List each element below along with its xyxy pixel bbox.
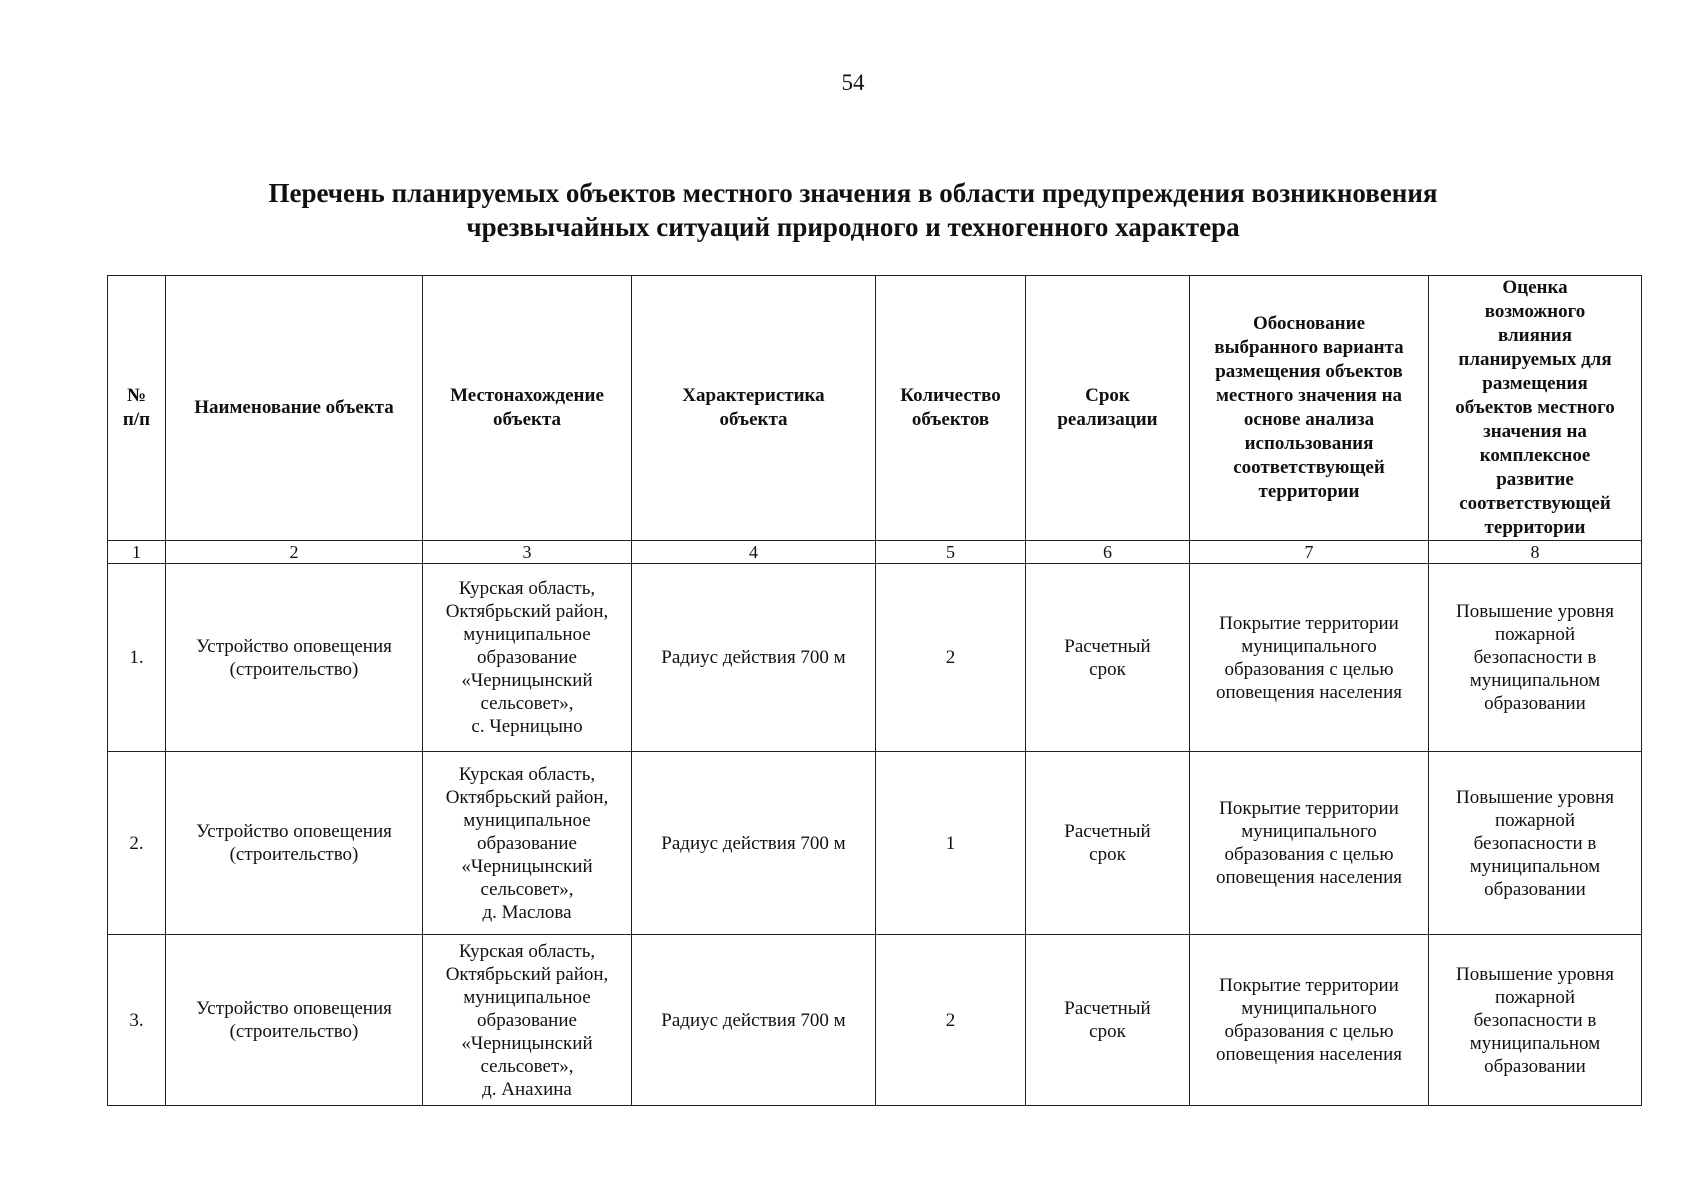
header-count: Количество объектов <box>876 276 1026 541</box>
column-number: 4 <box>632 541 876 564</box>
object-name: Устройство оповещения (строительство) <box>166 564 423 752</box>
row-number: 2. <box>108 752 166 935</box>
column-numbering-row <box>108 541 1642 564</box>
document-title-line-1: Перечень планируемых объектов местного значения в области предупреждения возникновения <box>268 178 1438 208</box>
column-number: 1 <box>108 541 166 564</box>
document-title-line-2: чрезвычайных ситуаций природного и техногенного характера <box>466 212 1240 242</box>
column-number: 7 <box>1190 541 1429 564</box>
object-count: 2 <box>876 564 1026 752</box>
row-number: 1. <box>108 564 166 752</box>
header-term: Срок реализации <box>1026 276 1190 541</box>
table-row <box>108 935 1642 1106</box>
impact-assessment: Повышение уровня пожарной безопасности в муниципальном образовании <box>1429 564 1642 752</box>
header-characteristic: Характеристика объекта <box>632 276 876 541</box>
table-row <box>108 752 1642 935</box>
column-number: 5 <box>876 541 1026 564</box>
header-number: № п/п <box>108 276 166 541</box>
column-number: 8 <box>1429 541 1642 564</box>
document-title <box>150 176 1556 244</box>
placement-justification: Покрытие территории муниципального образования с целью оповещения населения <box>1190 752 1429 935</box>
table-header-row <box>108 276 1642 541</box>
impact-assessment: Повышение уровня пожарной безопасности в муниципальном образовании <box>1429 752 1642 935</box>
column-number: 2 <box>166 541 423 564</box>
header-location: Местонахождение объекта <box>423 276 632 541</box>
placement-justification: Покрытие территории муниципального образования с целью оповещения населения <box>1190 935 1429 1106</box>
object-location: Курская область, Октябрьский район, муниципальное образование «Черницынский сельсовет», д. Анахина <box>423 935 632 1106</box>
page-number: 54 <box>841 70 865 95</box>
implementation-term: Расчетный срок <box>1026 752 1190 935</box>
column-number: 3 <box>423 541 632 564</box>
header-justification: Обоснование выбранного варианта размещения объектов местного значения на основe анализа использования соответствующей территории <box>1190 276 1429 541</box>
object-location: Курская область, Октябрьский район, муниципальное образование «Черницынский сельсовет», д. Маслова <box>423 752 632 935</box>
table-row <box>108 564 1642 752</box>
object-characteristic: Радиус действия 700 м <box>632 752 876 935</box>
header-object-name: Наименование объекта <box>166 276 423 541</box>
object-location: Курская область, Октябрьский район, муниципальное образование «Черницынский сельсовет», с. Черницыно <box>423 564 632 752</box>
header-assessment: Оценка возможного влияния планируемых для размещения объектов местного значения на комплексное развитие соответствующей территории <box>1429 276 1642 541</box>
object-count: 1 <box>876 752 1026 935</box>
impact-assessment: Повышение уровня пожарной безопасности в муниципальном образовании <box>1429 935 1642 1106</box>
column-number: 6 <box>1026 541 1190 564</box>
placement-justification: Покрытие территории муниципального образования с целью оповещения населения <box>1190 564 1429 752</box>
object-characteristic: Радиус действия 700 м <box>632 564 876 752</box>
objects-table <box>107 275 1642 1106</box>
object-name: Устройство оповещения (строительство) <box>166 935 423 1106</box>
row-number: 3. <box>108 935 166 1106</box>
object-count: 2 <box>876 935 1026 1106</box>
implementation-term: Расчетный срок <box>1026 564 1190 752</box>
object-name: Устройство оповещения (строительство) <box>166 752 423 935</box>
implementation-term: Расчетный срок <box>1026 935 1190 1106</box>
object-characteristic: Радиус действия 700 м <box>632 935 876 1106</box>
